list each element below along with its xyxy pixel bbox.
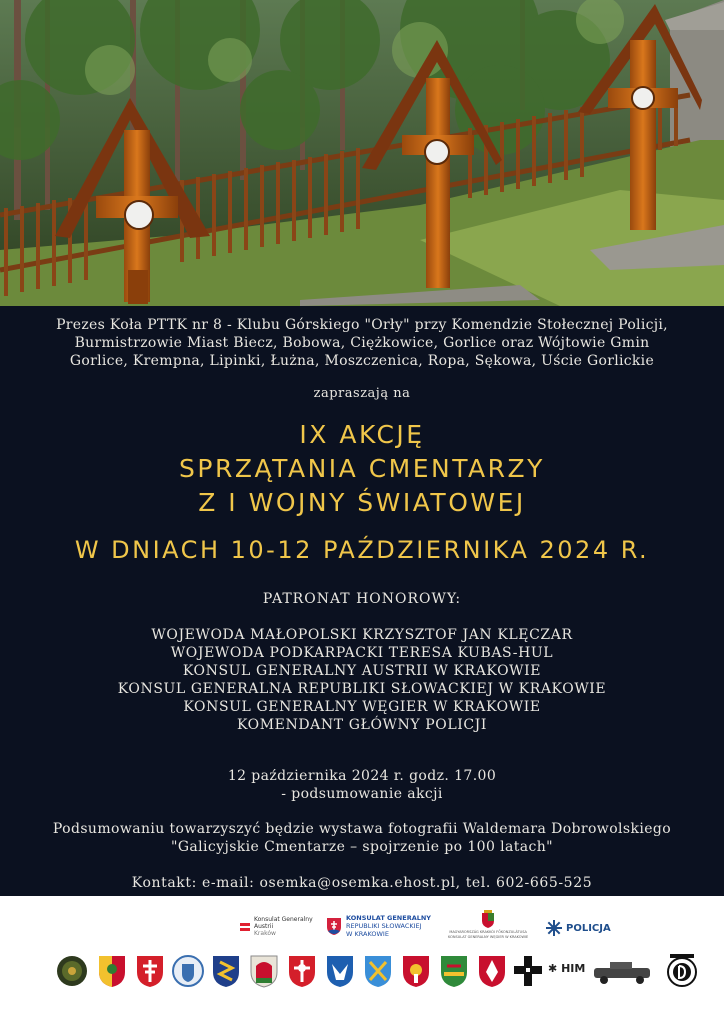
- sponsor-logos: [0, 896, 724, 1024]
- event-dates: W DNIACH 10-12 PAŹDZIERNIKA 2024 R.: [74, 536, 650, 564]
- crest-icon: [96, 954, 128, 988]
- patron-item: KOMENDANT GŁÓWNY POLICJI: [236, 717, 488, 733]
- logo-text: Austrii: [254, 923, 274, 930]
- slovakia-crest-icon: [326, 917, 342, 935]
- patronage-heading: PATRONAT HONOROWY:: [262, 591, 462, 607]
- cross-logo-icon: [512, 954, 544, 988]
- patrons-list: [0, 626, 724, 734]
- logo-text: KONSULAT GENERALNY: [346, 914, 432, 922]
- club-badge-icon: [56, 954, 88, 988]
- organizers-text: [0, 316, 724, 370]
- crest-icon: [324, 954, 356, 988]
- logo-text: REPUBLIKI SŁOWACKIEJ: [346, 922, 422, 930]
- him-star-icon: ✱: [548, 962, 558, 975]
- patron-item: WOJEWODA MAŁOPOLSKI KRZYSZTOF JAN KLĘCZAR: [151, 627, 573, 643]
- patron-item: KONSUL GENERALNA REPUBLIKI SŁOWACKIEJ W KRAKOWIE: [117, 681, 607, 697]
- cemetery-crosses-photo: [0, 0, 724, 306]
- summary-info: [0, 767, 724, 803]
- crest-icon: [248, 954, 280, 988]
- title-line: Z I WOJNY ŚWIATOWEJ: [198, 488, 526, 517]
- vehicle-logo-icon: [590, 954, 654, 988]
- organizers-line: Gorlice, Krempna, Lipinki, Łużna, Moszczenica, Ropa, Sękowa, Uście Gorlickie: [69, 353, 655, 369]
- organizers-line: Prezes Koła PTTK nr 8 - Klubu Górskiego "Orły" przy Komendzie Stołecznej Policji,: [56, 317, 668, 333]
- police-star-icon: [546, 920, 562, 936]
- event-title: [0, 418, 724, 520]
- organizers-line: Burmistrzowie Miast Biecz, Bobowa, Ciężkowice, Gorlice oraz Wójtowie Gmin: [74, 335, 650, 351]
- exhibition-line: Podsumowaniu towarzyszyć będzie wystawa fotografii Waldemara Dobrowolskiego: [52, 821, 672, 837]
- title-line: SPRZĄTANIA CMENTARZY: [179, 454, 545, 483]
- hungary-consulate-logo: [448, 910, 528, 939]
- header-photo: [0, 0, 724, 306]
- police-logo: [546, 920, 611, 936]
- him-logo: [548, 962, 585, 975]
- hungary-crest-icon: [481, 910, 495, 928]
- crest-icon: [286, 954, 318, 988]
- logo-text: Konsulat Generalny: [254, 916, 313, 923]
- crest-icon: [210, 954, 242, 988]
- logo-text: KONSULAT GENERALNY WĘGIER W KRAKOWIE: [448, 934, 529, 939]
- patron-item: KONSUL GENERALNY WĘGIER W KRAKOWIE: [183, 699, 541, 715]
- crest-icon: [172, 954, 204, 988]
- title-line: IX AKCJĘ: [299, 420, 425, 449]
- exhibition-line: "Galicyjskie Cmentarze – spojrzenie po 100 latach": [170, 839, 554, 855]
- logo-text: W KRAKOWIE: [346, 930, 389, 938]
- him-logo-text: HIM: [561, 962, 586, 975]
- logo-text: MAGYARORSZÁG KRAKKÓI FŐKONZULÁTUSA: [449, 930, 527, 934]
- patron-item: WOJEWODA PODKARPACKI TERESA KUBAS-HUL: [170, 645, 554, 661]
- crest-icon: [438, 954, 470, 988]
- austria-consulate-logo: [240, 916, 313, 937]
- contact-info: Kontakt: e-mail: osemka@osemka.ehost.pl, tel. 602-665-525: [131, 875, 593, 891]
- patron-item: KONSUL GENERALNY AUSTRII W KRAKOWIE: [182, 663, 542, 679]
- crest-icon: [362, 954, 394, 988]
- police-logo-text: POLICJA: [566, 922, 611, 934]
- crest-icon: [476, 954, 508, 988]
- exhibition-info: [0, 820, 724, 856]
- slovakia-consulate-logo: [326, 914, 431, 938]
- municipal-crests-row: [52, 954, 712, 990]
- group-badge-icon: [666, 954, 698, 988]
- summary-line: 12 października 2024 r. godz. 17.00: [227, 768, 497, 784]
- invite-text: zapraszają na: [313, 386, 411, 401]
- crest-icon: [400, 954, 432, 988]
- summary-line: - podsumowanie akcji: [281, 786, 443, 802]
- crest-icon: [134, 954, 166, 988]
- poster-body: [0, 306, 724, 896]
- logo-text: Kraków: [254, 930, 276, 937]
- austria-flag-icon: [240, 923, 250, 931]
